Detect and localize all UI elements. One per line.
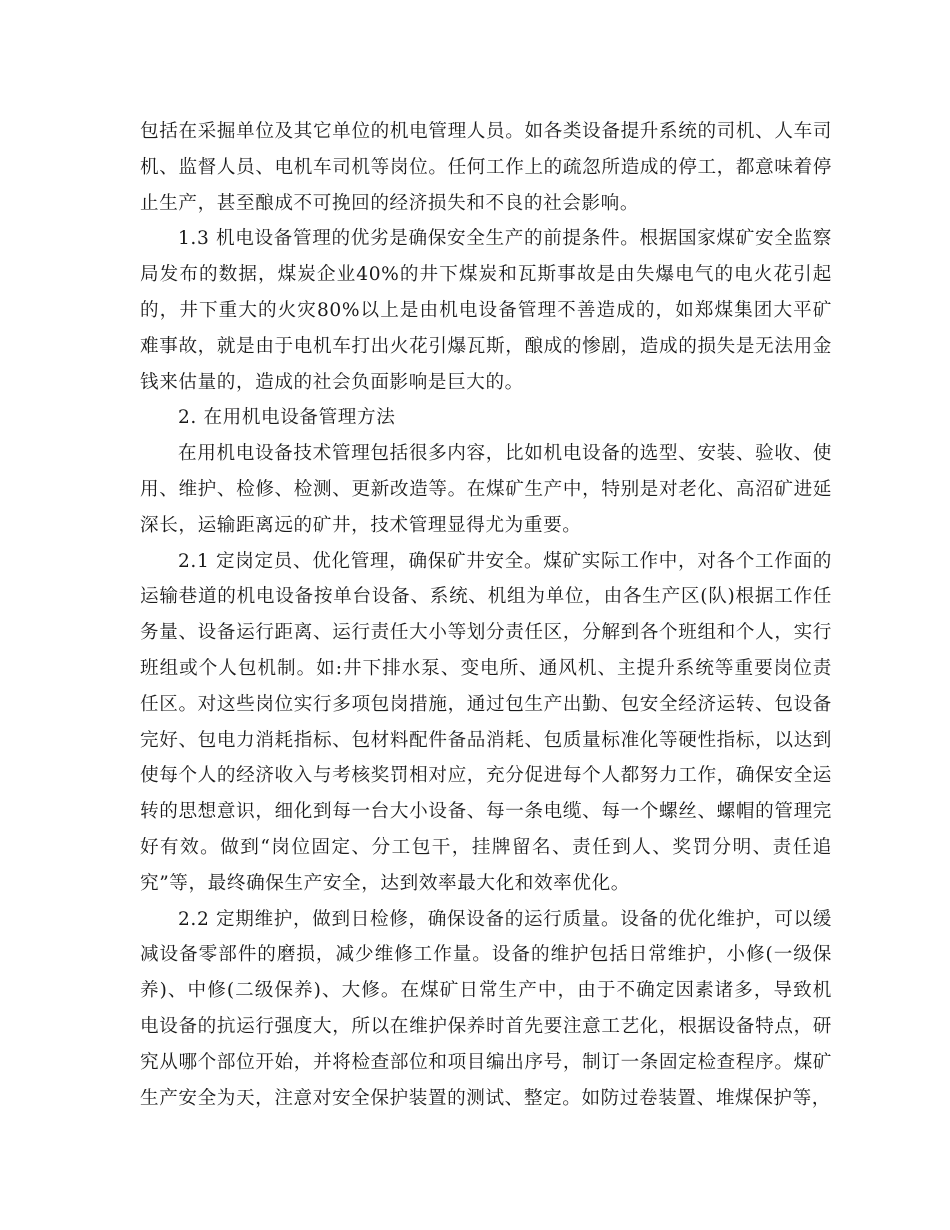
- paragraph-2-1: 2.1 定岗定员、优化管理，确保矿井安全。煤矿实际工作中，对各个工作面的运输巷道的机电设备按单台设备、系统、机组为单位，由各生产区(队)根据工作任务量、设备运行距离、运行责任大小等划分责任区，分解到各个班组和个人，实行班组或个人包机制。如:井下排水泵、变电所、通风机、主提升系统等重要岗位责任区。对这些岗位实行多项包岗措施，通过包生产出勤、包安全经济运转、包设备完好、包电力消耗指标、包材料配件备品消耗、包质量标准化等硬性指标，以达到使每个人的经济收入与考核奖罚相对应，充分促进每个人都努力工作，确保安全运转的思想意识，细化到每一台大小设备、每一条电缆、每一个螺丝、螺帽的管理完好有效。做到“岗位固定、分工包干，挂牌留名、责任到人、奖罚分明、责任追究”等，最终确保生产安全，达到效率最大化和效率优化。: [140, 550, 832, 894]
- section-heading-2: 2. 在用机电设备管理方法: [178, 407, 396, 429]
- paragraph-continuation: 包括在采掘单位及其它单位的机电管理人员。如各类设备提升系统的司机、人车司机、监督人员、电机车司机等岗位。任何工作上的疏忽所造成的停工，都意味着停止生产，甚至酿成不可挽回的经济损失和不良的社会影响。: [140, 121, 832, 214]
- paragraph-2-2: 2.2 定期维护，做到日检修，确保设备的运行质量。设备的优化维护，可以缓减设备零部件的磨损，减少维修工作量。设备的维护包括日常维护，小修(一级保养)、中修(二级保养)、大修。在煤矿日常生产中，由于不确定因素诸多，导致机电设备的抗运行强度大，所以在维护保养时首先要注意工艺化，根据设备特点，研究从哪个部位开始，并将检查部位和项目编出序号，制订一条固定检查程序。煤矿生产安全为天，注意对安全保护装置的测试、整定。如防过卷装置、堆煤保护等，: [140, 908, 832, 1109]
- paragraph-section-2-intro: 在用机电设备技术管理包括很多内容，比如机电设备的选型、安装、验收、使用、维护、检修、检测、更新改造等。在煤矿生产中，特别是对老化、高沼矿进延深长，运输距离远的矿井，技术管理显得尤为重要。: [140, 443, 832, 536]
- paragraph-1-3: 1.3 机电设备管理的优劣是确保安全生产的前提条件。根据国家煤矿安全监察局发布的数据，煤炭企业40%的井下煤炭和瓦斯事故是由失爆电气的电火花引起的，井下重大的火灾80%以上是由机电设备管理不善造成的，如郑煤集团大平矿难事故，就是由于电机车打出火花引爆瓦斯，酿成的惨剧，造成的损失是无法用金钱来估量的，造成的社会负面影响是巨大的。: [140, 228, 832, 393]
- body-text: [140, 114, 832, 1116]
